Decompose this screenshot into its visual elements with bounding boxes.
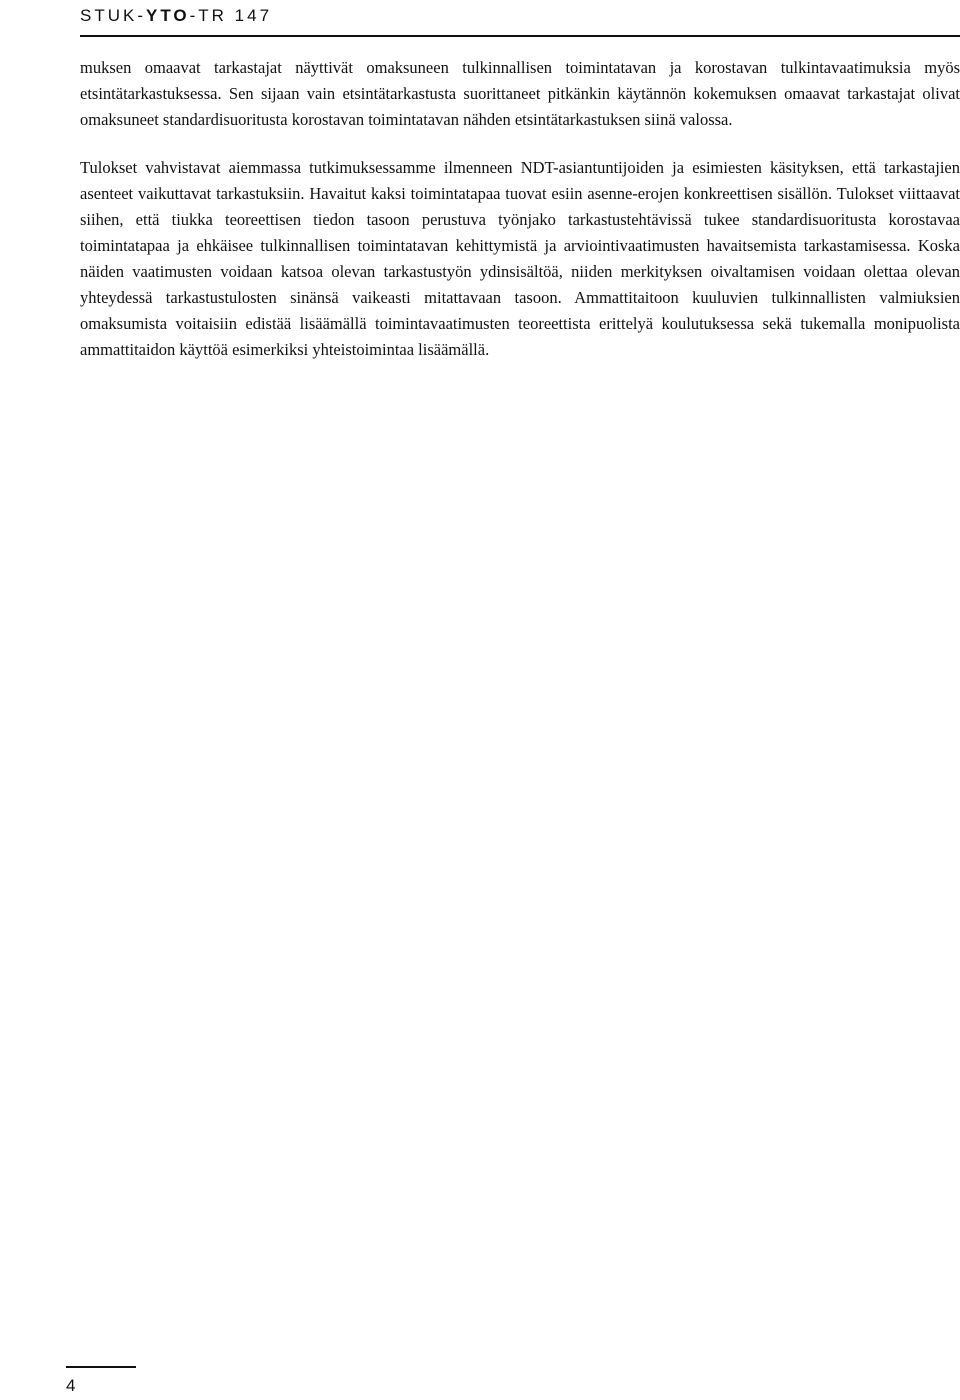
- header-prefix: STUK-: [80, 6, 146, 25]
- header-rule: [80, 35, 960, 37]
- paragraph-1: muksen omaavat tarkastajat näyttivät omaksuneen tulkinnallisen toimintatavan ja korostavan tulkintavaatimuksia myös etsintätarkastuksessa. Sen sijaan vain etsintätarkastusta suorittaneet pitkänkin käytännön kokemuksen omaavat tarkastajat olivat omaksuneet standardisuoritusta korostavan toimintatavan nähden etsintätarkastuksen siinä valossa.: [80, 58, 960, 129]
- body-text: [80, 55, 960, 385]
- header-suffix: -TR 147: [189, 6, 273, 25]
- paragraph-2: Tulokset vahvistavat aiemmassa tutkimuksessamme ilmenneen NDT-asiantuntijoiden ja esimiesten käsityksen, että tarkastajien asenteet vaikuttavat tarkastuksiin. Havaitut kaksi toimintatapaa tuovat esiin asenne-erojen konkreettisen sisällön. Tulokset viittaavat siihen, että tiukka teoreettisen tiedon tasoon perustuva työnjako tarkastustehtävissä tukee standardisuoritusta korostavaa toimintatapaa ja ehkäisee tulkinnallisen toimintatavan kehittymistä ja arviointivaatimusten havaitsemista tarkastamisessa. Koska näiden vaatimusten voidaan katsoa olevan tarkastustyön ydinsisältöä, niiden merkityksen oivaltamisen voidaan olettaa olevan yhteydessä tarkastustulosten sinänsä vaikeasti mitattavaan tasoon. Ammattitaitoon kuuluvien tulkinnallisten valmiuksien omaksumista voitaisiin edistää lisäämällä toimintavaatimusten teoreettista erittelyä koulutuksessa sekä tukemalla monipuolista ammattitaidon käyttöä esimerkiksi yhteistoimintaa lisäämällä.: [80, 158, 960, 359]
- running-header: [80, 4, 272, 28]
- header-series: YTO: [146, 6, 190, 25]
- page-number: 4: [66, 1376, 76, 1395]
- footer-rule: [66, 1366, 136, 1368]
